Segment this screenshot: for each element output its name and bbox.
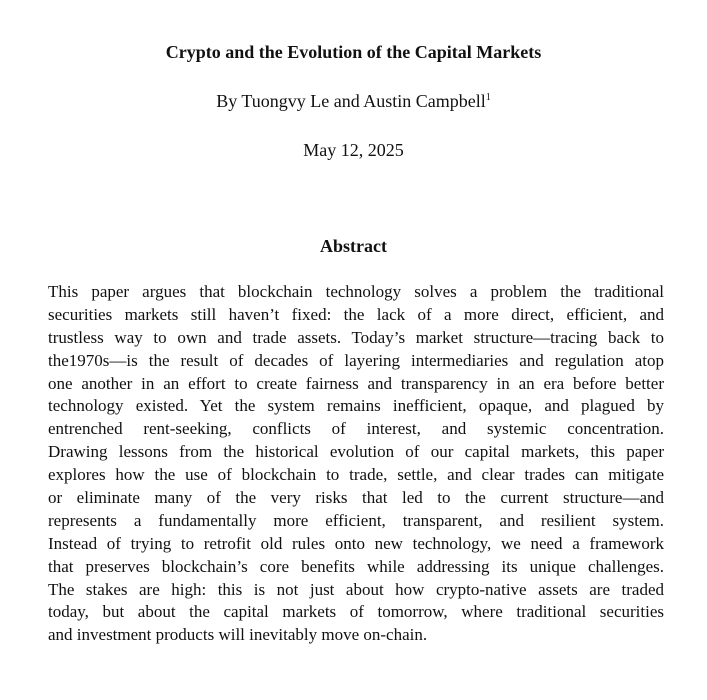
abstract-line: represents a fundamentally more efficient, transparent, and resilient system. xyxy=(48,510,664,530)
abstract-line: entrenched rent-seeking, conflicts of interest, and systemic concentration. xyxy=(48,419,664,439)
abstract-line: and investment products will inevitably move on-chain. xyxy=(48,625,428,645)
paper-date: May 12, 2025 xyxy=(303,140,404,160)
abstract-line: that preserves blockchain’s core benefits while addressing its unique challenges. xyxy=(48,556,664,576)
abstract-line: Instead of trying to retrofit old rules onto new technology, we need a framework xyxy=(48,533,664,553)
abstract-line: trustless way to own and trade assets. Today’s market structure—tracing back to xyxy=(48,327,664,347)
abstract-line: securities markets still haven’t fixed: the lack of a more direct, efficient, and xyxy=(48,304,664,324)
abstract-line: today, but about the capital markets of tomorrow, where traditional securities xyxy=(48,602,664,622)
abstract-line: or eliminate many of the very risks that led to the current structure—and xyxy=(48,488,664,508)
abstract-heading: Abstract xyxy=(320,236,387,256)
paper-title: Crypto and the Evolution of the Capital Markets xyxy=(165,42,542,62)
abstract-line: explores how the use of blockchain to trade, settle, and clear trades can mitigate xyxy=(48,465,664,485)
abstract-line: Drawing lessons from the historical evolution of our capital markets, this paper xyxy=(48,442,664,462)
abstract-body xyxy=(48,281,664,647)
abstract-line: The stakes are high: this is not just about how crypto-native assets are traded xyxy=(48,579,664,599)
abstract-line: This paper argues that blockchain technology solves a problem the traditional xyxy=(48,282,664,301)
abstract-line: technology existed. Yet the system remains inefficient, opaque, and plagued by xyxy=(48,396,664,416)
abstract-line: one another in an effort to create fairness and transparency in an era before better xyxy=(48,373,664,393)
abstract-line: the1970s—is the result of decades of layering intermediaries and regulation atop xyxy=(48,350,664,370)
paper-authors xyxy=(0,90,707,112)
author-names: By Tuongvy Le and Austin Campbell xyxy=(216,91,486,111)
author-footnote-marker: 1 xyxy=(485,92,491,103)
